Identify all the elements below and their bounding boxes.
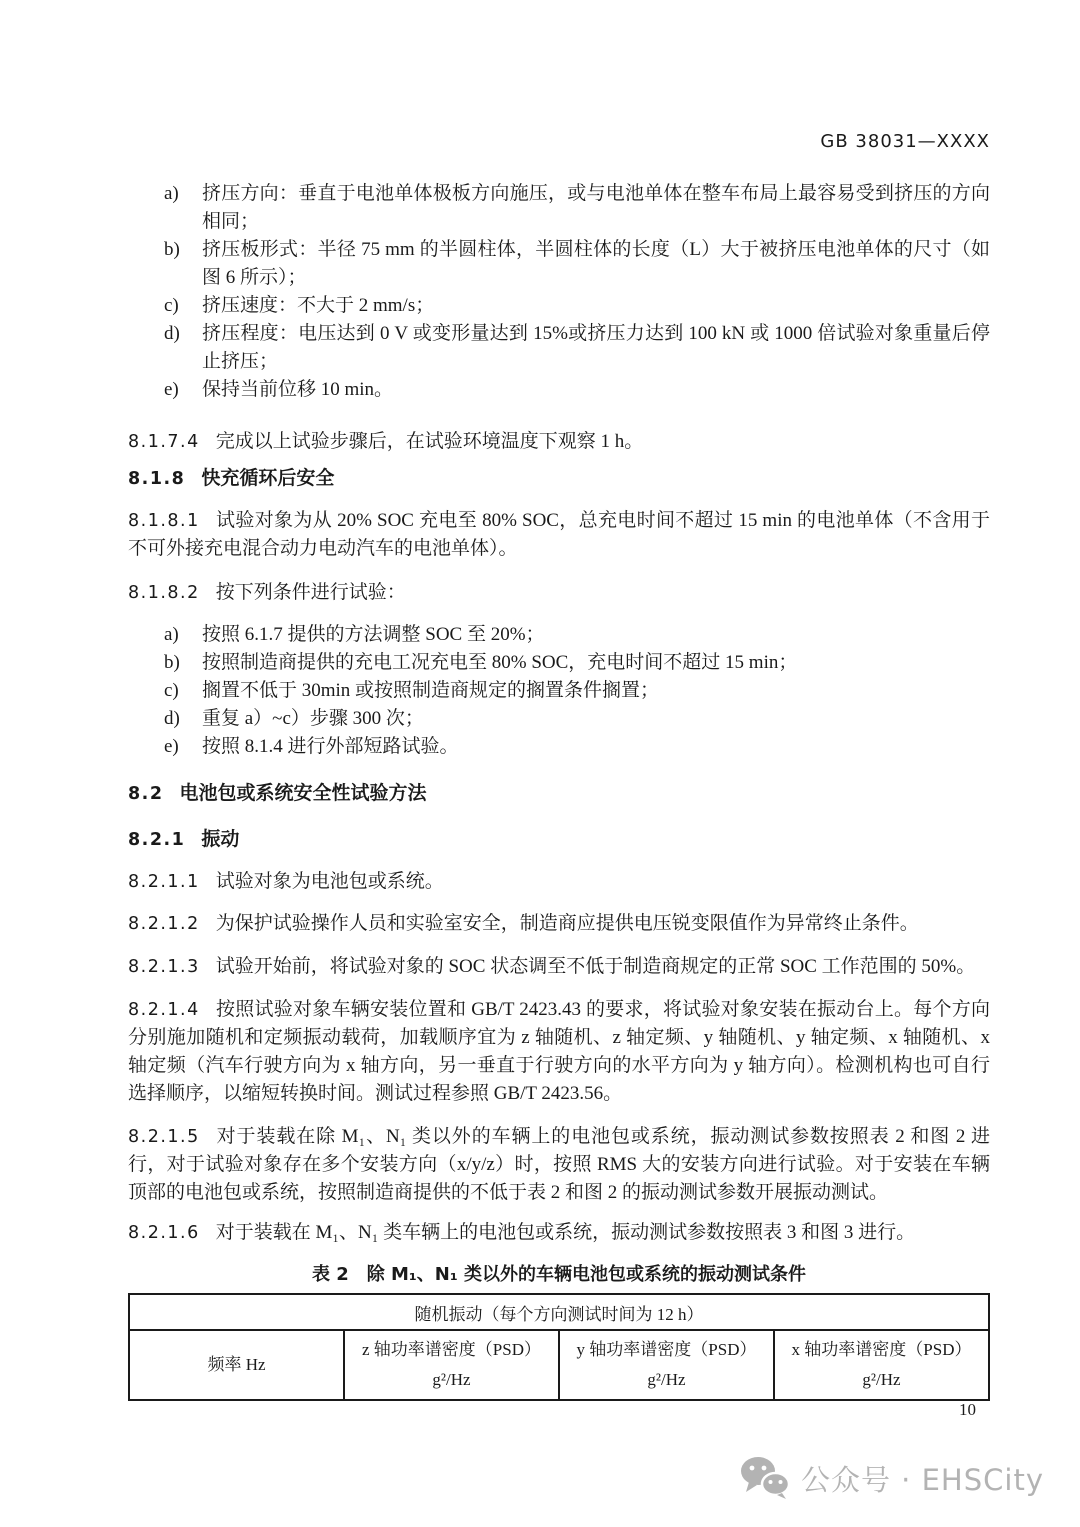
vibration-conditions-table (128, 1293, 990, 1401)
clause-text: 按照试验对象车辆安装位置和 GB/T 2423.43 的要求，将试验对象安装在振动台上。每个方向分别施加随机和定频振动载荷，加载顺序宜为 z 轴随机、z 轴定频、y 轴随机、y 轴定频、x 轴随机、x 轴定频（汽车行驶方向为 x 轴方向，另一垂直于行驶方向的水平方向为 y 轴方向）。检测机构也可自行选择顺序，以缩短转换时间。测试过程参照 GB/T 2423.56。 (128, 999, 990, 1104)
doc-code-header: GB 38031—XXXX (820, 131, 990, 152)
list-text: 按照制造商提供的充电工况充电至 80% SOC，充电时间不超过 15 min； (202, 652, 798, 673)
clause-number: 8.2.1.4 (128, 1000, 200, 1020)
list-item-e (128, 733, 990, 761)
list-item-c (128, 677, 990, 705)
clause-number: 8.1.8.2 (128, 583, 200, 603)
column-unit: g²/Hz (647, 1370, 686, 1389)
clause-text: 试验开始前，将试验对象的 SOC 状态调至不低于制造商规定的正常 SOC 工作范围的 50%。 (215, 956, 976, 977)
clause-text: 试验对象为从 20% SOC 充电至 80% SOC，总充电时间不超过 15 min 的电池单体（不含用于不可外接充电混合动力电动汽车的电池单体）。 (128, 510, 990, 559)
table2-caption: 表 2 除 M₁、N₁ 类以外的车辆电池包或系统的振动测试条件 (311, 1264, 807, 1285)
page-content (128, 130, 990, 1401)
list-item-d (128, 705, 990, 733)
random-vibration-header-cell: 随机振动（每个方向测试时间为 12 h） (129, 1294, 989, 1330)
list-text: 挤压方向：垂直于电池单体极板方向施压，或与电池单体在整车布局上最容易受到挤压的方向相同； (202, 183, 990, 232)
clause-8-2-1-1 (128, 868, 990, 896)
heading-8-1-8 (128, 464, 990, 493)
clause-8-2-1-4 (128, 996, 990, 1108)
clause-8-1-8-2 (128, 579, 990, 607)
table-row-random-vibration (129, 1294, 989, 1330)
clause-number: 8.2.1.1 (128, 872, 200, 892)
list-marker: c) (164, 680, 179, 701)
z-psd-header-cell (344, 1330, 559, 1400)
column-label: z 轴功率谱密度（PSD） (362, 1340, 541, 1359)
list-text: 按照 6.1.7 提供的方法调整 SOC 至 20%； (202, 624, 545, 645)
list-text: 按照 8.1.4 进行外部短路试验。 (202, 736, 459, 757)
column-label: y 轴功率谱密度（PSD） (576, 1340, 757, 1359)
list-text: 搁置不低于 30min 或按照制造商规定的搁置条件搁置； (202, 680, 660, 701)
list-marker: d) (164, 708, 180, 729)
list-item-b (128, 236, 990, 292)
charge-cycle-list (128, 621, 990, 761)
column-unit: g²/Hz (432, 1370, 471, 1389)
list-item-c (128, 292, 990, 320)
clause-text: 试验对象为电池包或系统。 (215, 871, 444, 892)
clause-number: 8.2.1.3 (128, 957, 200, 977)
clause-number: 8.2.1.2 (128, 914, 200, 934)
list-marker: e) (164, 379, 179, 400)
list-marker: a) (164, 624, 179, 645)
table-row-column-headers (129, 1330, 989, 1400)
list-marker: e) (164, 736, 179, 757)
clause-number: 8.2.1.5 (128, 1127, 200, 1147)
frequency-header-cell (129, 1330, 344, 1400)
list-item-e (128, 376, 990, 404)
clause-number: 8.1.7.4 (128, 432, 200, 452)
heading-text: 快充循环后安全 (201, 467, 335, 489)
heading-number: 8.1.8 (128, 469, 186, 489)
clause-text: 对于装载在 M₁、N₁ 类车辆上的电池包或系统，振动测试参数按照表 3 和图 3 进行。 (215, 1222, 916, 1243)
clause-text: 完成以上试验步骤后，在试验环境温度下观察 1 h。 (215, 431, 644, 452)
list-marker: c) (164, 295, 179, 316)
list-item-a (128, 621, 990, 649)
clause-text: 对于装载在除 M₁、N₁ 类以外的车辆上的电池包或系统，振动测试参数按照表 2 和图 2 进行，对于试验对象存在多个安装方向（x/y/z）时，按照 RMS 大的安装方向进行试验。对于安装在车辆顶部的电池包或系统，按照制造商提供的不低于表 2 和图 2 的振动测试参数开展振动测试。 (128, 1126, 990, 1203)
column-label: 频率 Hz (207, 1355, 266, 1374)
clause-8-1-8-1 (128, 507, 990, 563)
heading-text: 振动 (201, 828, 240, 850)
wechat-icon (739, 1456, 791, 1500)
y-psd-header-cell (559, 1330, 774, 1400)
crush-conditions-list (128, 180, 990, 404)
column-unit: g²/Hz (862, 1370, 901, 1389)
heading-number: 8.2 (128, 784, 164, 804)
clause-text: 为保护试验操作人员和实验室安全，制造商应提供电压锐变限值作为异常终止条件。 (215, 913, 919, 934)
list-marker: b) (164, 652, 180, 673)
clause-text: 按下列条件进行试验： (215, 582, 406, 603)
list-text: 挤压板形式：半径 75 mm 的半圆柱体，半圆柱体的长度（L）大于被挤压电池单体的尺寸（如图 6 所示）； (202, 239, 990, 288)
list-text: 保持当前位移 10 min。 (202, 379, 394, 400)
list-item-d (128, 320, 990, 376)
clause-8-2-1-3 (128, 953, 990, 981)
x-psd-header-cell (774, 1330, 989, 1400)
heading-8-2-1 (128, 825, 990, 854)
watermark (739, 1456, 1044, 1500)
heading-text: 电池包或系统安全性试验方法 (179, 782, 427, 804)
heading-number: 8.2.1 (128, 830, 186, 850)
list-text: 挤压速度：不大于 2 mm/s； (202, 295, 435, 316)
watermark-text: 公众号 · EHSCity (800, 1462, 1044, 1497)
clause-number: 8.2.1.6 (128, 1223, 200, 1243)
list-text: 重复 a）~c）步骤 300 次； (202, 708, 424, 729)
list-marker: b) (164, 239, 180, 260)
list-marker: d) (164, 323, 180, 344)
clause-8-2-1-5 (128, 1123, 990, 1207)
list-marker: a) (164, 183, 179, 204)
clause-number: 8.1.8.1 (128, 511, 200, 531)
list-item-b (128, 649, 990, 677)
clause-8-2-1-2 (128, 910, 990, 938)
clause-8-2-1-6 (128, 1219, 990, 1247)
page-number: 10 (959, 1400, 976, 1419)
heading-8-2 (128, 779, 990, 808)
list-text: 挤压程度：电压达到 0 V 或变形量达到 15%或挤压力达到 100 kN 或 1000 倍试验对象重量后停止挤压； (202, 323, 990, 372)
column-label: x 轴功率谱密度（PSD） (791, 1340, 972, 1359)
list-item-a (128, 180, 990, 236)
clause-8-1-7-4 (128, 428, 990, 456)
